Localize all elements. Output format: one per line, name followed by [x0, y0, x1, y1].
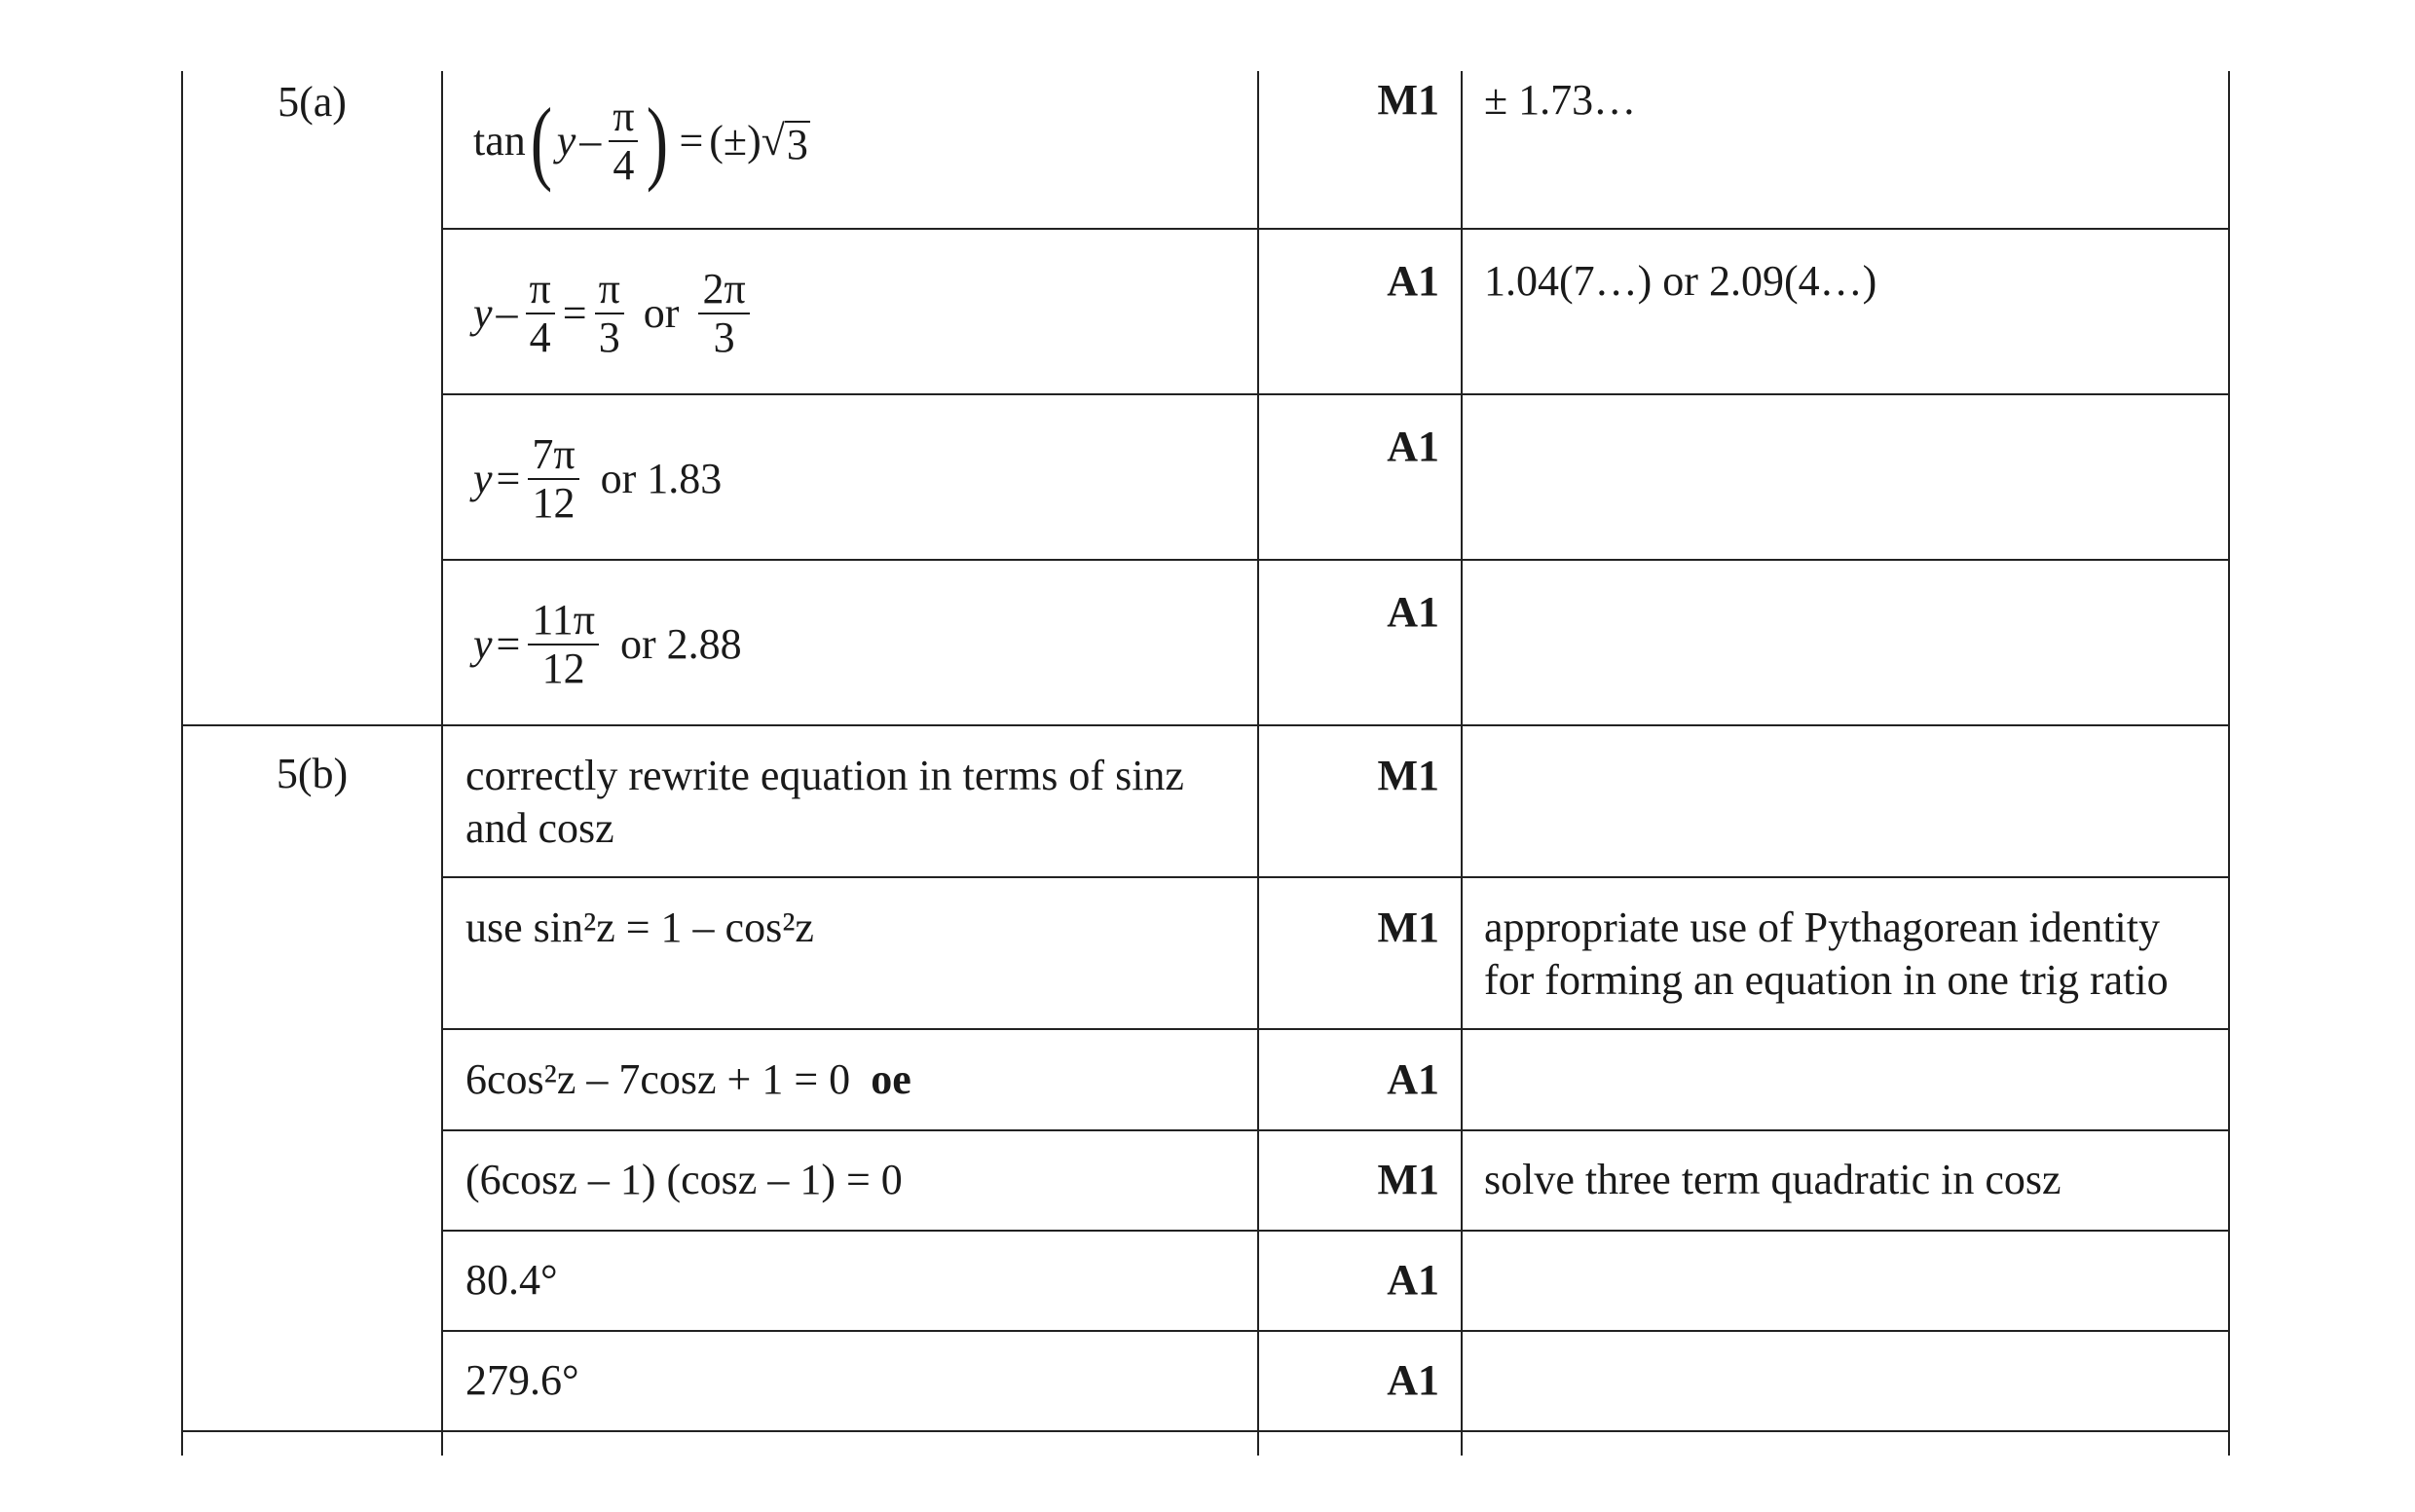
row-divider	[181, 1430, 2230, 1432]
fraction-numerator: π	[613, 92, 635, 140]
guidance-cell: appropriate use of Pythagorean identity for forming an equation in one trig ratio	[1484, 904, 2169, 1004]
row-divider	[441, 1129, 2230, 1131]
math-equals: =	[679, 117, 704, 165]
fraction-numerator: 2π	[702, 265, 746, 313]
guidance-cell: solve three term quadratic in cosz	[1484, 1156, 2062, 1203]
row-divider	[441, 1330, 2230, 1332]
answer-cell	[465, 1053, 1245, 1106]
math-fraction	[595, 266, 624, 361]
math-tan: tan	[473, 117, 526, 165]
fraction-denominator: 4	[529, 313, 551, 361]
question-label: 5(a)	[278, 78, 347, 126]
math-paren: (	[530, 89, 552, 193]
fraction-denominator: 12	[541, 645, 585, 692]
row-divider	[181, 724, 2230, 726]
col-border-guidance	[1461, 71, 1463, 1456]
answer-cell: correctly rewrite equation in terms of sinz and cosz	[465, 752, 1184, 852]
answer-equation: 6cos²z – 7cosz + 1 = 0	[465, 1055, 851, 1103]
guidance-cell: 1.04(7…) or 2.09(4…)	[1484, 257, 1877, 305]
answer-qualifier: oe	[871, 1055, 911, 1103]
math-or: or	[643, 289, 680, 337]
sqrt-radicand: 3	[786, 121, 808, 168]
mark-cell: M1	[1377, 76, 1439, 124]
answer-cell	[473, 586, 742, 703]
math-fraction	[698, 266, 749, 361]
mark-cell: M1	[1377, 1156, 1439, 1203]
mark-cell: A1	[1387, 1055, 1439, 1103]
math-paren: )	[647, 89, 669, 193]
fraction-denominator: 4	[613, 141, 635, 189]
answer-cell: 279.6°	[465, 1356, 579, 1404]
fraction-numerator: π	[529, 265, 551, 313]
sqrt-sign-icon: √	[761, 117, 785, 165]
mark-cell: A1	[1387, 588, 1439, 636]
fraction-numerator: 11π	[532, 596, 595, 644]
math-fraction	[526, 266, 555, 361]
math-plusminus: (±)	[709, 117, 762, 165]
mark-cell: A1	[1387, 423, 1439, 470]
math-fraction	[528, 597, 599, 692]
answer-cell: 80.4°	[465, 1256, 558, 1304]
answer-cell	[473, 255, 754, 372]
mark-cell: M1	[1377, 904, 1439, 951]
row-divider	[441, 1230, 2230, 1232]
math-y: y	[473, 289, 493, 337]
fraction-denominator: 3	[598, 313, 620, 361]
fraction-numerator: π	[598, 265, 620, 313]
answer-value: or 1.83	[600, 455, 723, 502]
row-divider	[441, 876, 2230, 878]
math-y: y	[556, 117, 576, 165]
mark-cell: A1	[1387, 1256, 1439, 1304]
mark-cell: A1	[1387, 1356, 1439, 1404]
math-equals: =	[496, 455, 521, 502]
math-y: y	[473, 455, 493, 502]
row-divider	[441, 559, 2230, 561]
math-equals: =	[496, 620, 521, 668]
math-fraction	[609, 93, 638, 189]
answer-cell	[473, 421, 722, 537]
guidance-cell: ± 1.73…	[1484, 76, 1637, 124]
math-minus: –	[579, 117, 602, 165]
row-divider	[441, 1028, 2230, 1030]
mark-cell: A1	[1387, 257, 1439, 305]
fraction-denominator: 3	[713, 313, 735, 361]
col-border-right	[2228, 71, 2230, 1456]
answer-cell: (6cosz – 1) (cosz – 1) = 0	[465, 1156, 903, 1203]
col-border-answer	[441, 71, 443, 1456]
mark-cell: M1	[1377, 752, 1439, 799]
math-fraction	[528, 431, 578, 527]
math-sqrt	[762, 115, 810, 167]
fraction-denominator: 12	[532, 479, 576, 527]
answer-cell: use sin²z = 1 – cos²z	[465, 904, 814, 951]
row-divider	[441, 393, 2230, 395]
math-y: y	[473, 620, 493, 668]
math-equals: =	[562, 289, 587, 337]
answer-value: or 2.88	[619, 620, 742, 668]
row-divider	[441, 228, 2230, 230]
answer-cell	[473, 78, 810, 204]
math-minus: –	[496, 289, 518, 337]
fraction-numerator: 7π	[532, 430, 576, 478]
question-label: 5(b)	[276, 750, 349, 797]
